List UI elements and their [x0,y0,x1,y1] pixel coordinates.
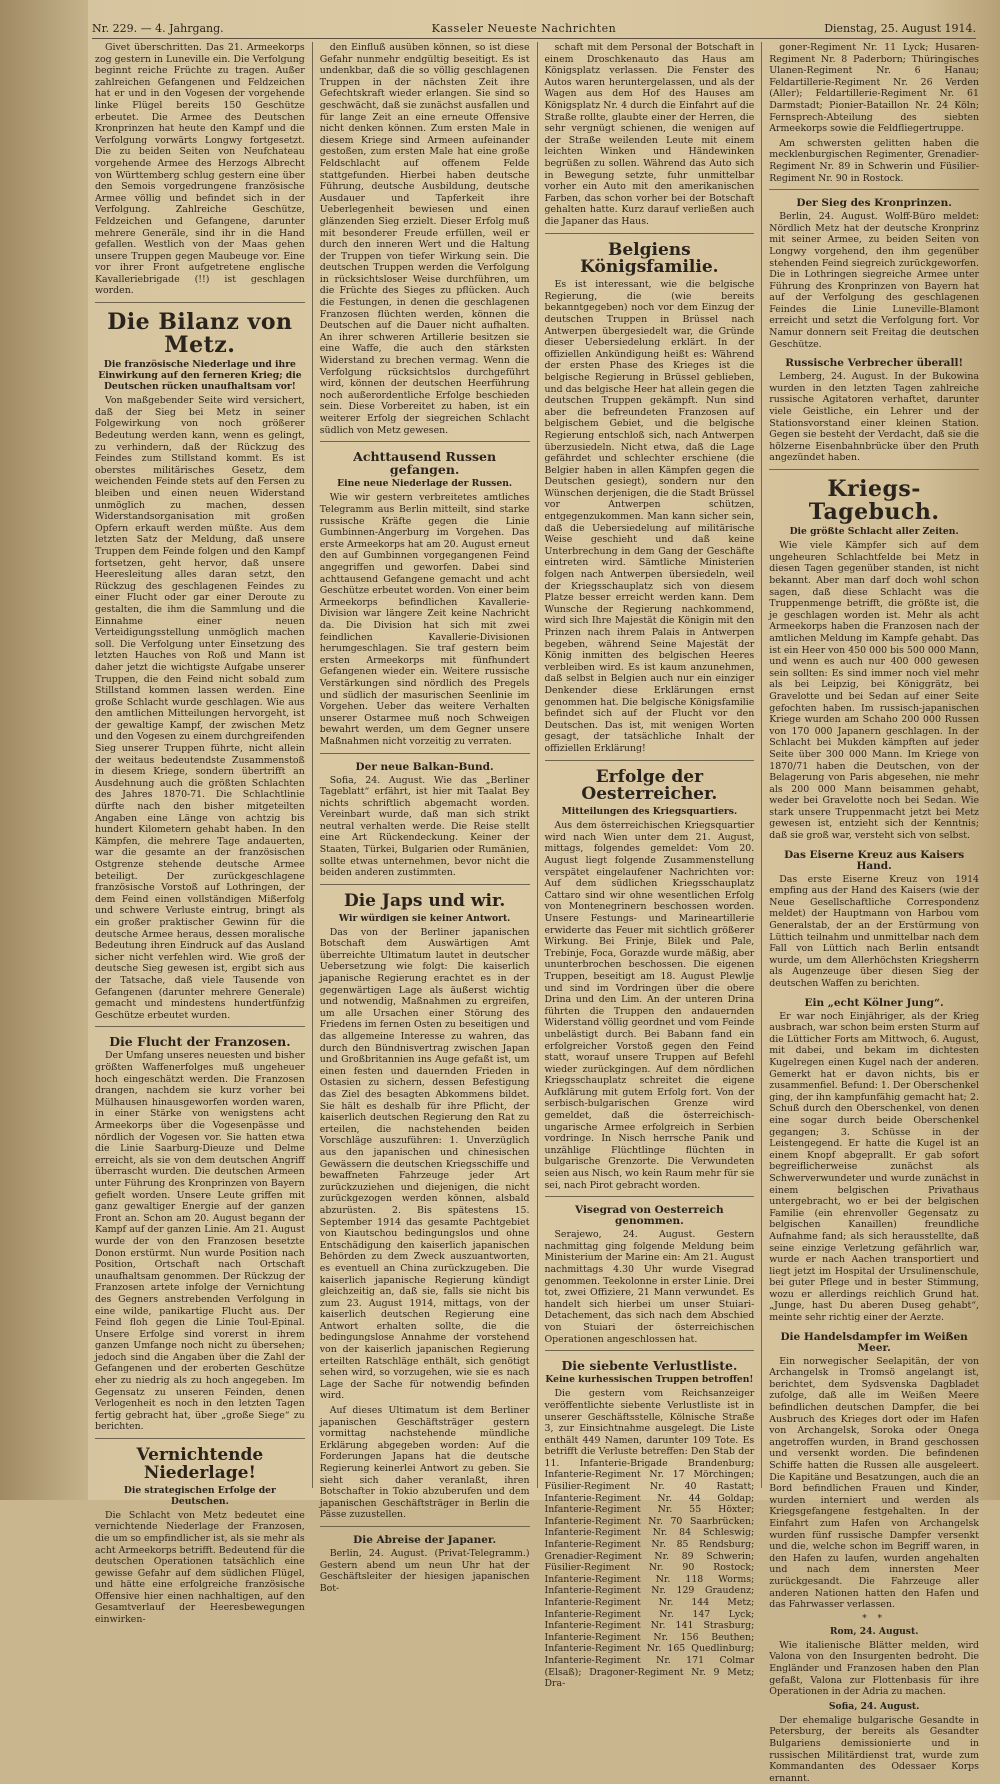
headline-visegrad: Visegrad von Oesterreich genommen. [575,1204,724,1228]
issue-date: Dienstag, 25. August 1914. [824,21,976,35]
headline-kriegs-tagebuch: Kriegs-Tagebuch. [808,476,940,526]
article-paragraph: Der ehemalige bulgarische Gesandte in Petersburg, der bereits als Gesandter Bulgariens demissionierte und in russischen Militärdienst trat, wurde zum Kommandanten des Odessaer Korps ernannt. [769,1714,979,1784]
subheadline: Mitteilungen des Kriegsquartiers. [561,806,738,818]
article-paragraph: Aus dem österreichischen Kriegsquartier wird nach Wien unter dem 21. August, mittags, folgendes gemeldet: Vom 20. August liegt folgende Zusammenstellung verspätet eingelaufener Nachrichten vor: Auf dem südlichen Kriegsschauplatz Cattaro sind wir ohne wesentlichen Erfolg von Montenegrinern beschossen worden. Unsere Festungs- und Marineartillerie erwiderte das Feuer mit sichtlich größerer Wirkung. Bei Frinje, Bilek und Pale, Trebinje, Foca, Gorazde wurde mäßig, aber ununterbrochen beschossen. Die eigenen Truppen, beseitigt am 18. August Plewlje und sind im Vordringen über die obere Drina und den Lim. An der unteren Drina führten die Truppen den andauernden Widerstand völlig geordnet und vom Feinde unbelästigt durch. Bei Babann fand ein erfolgreicher Vorstoß gegen den Feind statt, worauf unsere Truppen auf Befehl wieder zurückgingen. Auf dem nördlichen Kriegsschauplatz schreitet die eigene Aufklärung mit gutem Erfolg fort. Von der serbisch-bulgarischen Grenze wird gemeldet, daß die österreichisch-ungarische Armee erfolgreich in Serbien vordringe. In Nisch herrsche Panik und unzählige Flüchtlinge flüchten in bulgarische Grenzorte. Die Verwundeten seien aus Nisch, wo kein Raum mehr für sie sei, nach Pirot gebracht worden. [544,820,755,1191]
article-paragraph: Das erste Eiserne Kreuz von 1914 empfing aus der Hand des Kaisers (wie der Neue Gesellschaftliche Correspondenz meldet) der Hauptmann von Harbou vom Generalstab, der an der Erstürmung von Lüttich teilnahm und unmittelbar nach dem Fall von Lüttich nach Berlin entsandt wurde, um dem Allerhöchsten Kriegsherrn als Augenzeuge über diesen Sieg der deutschen Waffen zu berichten. [769,873,979,990]
headline-bilanz-von-metz: Die Bilanz von Metz. [107,309,293,359]
subheadline: Die strategischen Erfolge der Deutschen. [123,1484,276,1507]
divider [545,1196,755,1197]
divider [95,302,305,303]
headline-koelner-jung: Ein „echt Kölner Jung“. [804,996,944,1009]
subheadline: Keine kurhessischen Truppen betroffen! [545,1374,754,1386]
article-paragraph: Berlin, 24. August. (Privat-Telegramm.) Gestern abend um neun Uhr hat der Geschäftsleiter der hiesigen japanischen Bot- [319,1548,530,1594]
column-3 [538,42,763,1690]
article-paragraph: goner-Regiment Nr. 11 Lyck; Husaren-Regiment Nr. 8 Paderborn; Thüringisches Ulanen-Regiment Nr. 6 Hanau; Feldartillerie-Regiment Nr. 26 Verden (Aller); Feldartillerie-Regiment Nr. 61 Darmstadt; Pionier-Bataillon Nr. 24 Köln; Fernsprech-Abteilung des siebten Armeekorps sowie die Feldfliegertruppe. [769,42,979,135]
article-paragraph: Berlin, 24. August. Wolff-Büro meldet: Nördlich Metz hat der deutsche Kronprinz mit seiner Armee, zu beiden Seiten von Longwy vorgehend, den ihm gegenüber stehenden Feind siegreich zurückgeworfen. Die in Lothringen siegreiche Armee unter Führung des Kronprinzen von Bayern hat auf der Verfolgung des geschlagenen Feindes die Linie Luneville-Blamont erreicht und setzt die Verfolgung fort. Vor Namur donnern seit Freitag die deutschen Geschütze. [769,211,979,350]
headline-japs-und-wir: Die Japs und wir. [343,890,506,911]
headline-belgiens-koenigsfamilie: Belgiens Königsfamilie. [580,239,719,278]
article-paragraph: Von maßgebender Seite wird versichert, daß der Sieg bei Metz in seiner Folgewirkung von noch größerer Bedeutung werden kann, wenn es gelingt, zu verhindern, daß der Rückzug des Feindes zum Stillstand kommt. Es ist oberstes militärisches Gesetz, dem weichenden Feinde stets auf den Fersen zu bleiben und einen neuen Widerstand unmöglich zu machen, dessen Widerstandsorganisation mit großen Opfern erkauft werden müßte. Aus dem letzten Satz der Meldung, daß unsere Truppen dem Feinde folgen und den Kampf fortsetzen, geht hervor, daß unsere Heeresleitung alles daran setzt, den Rückzug des geschlagenen Feindes zu einer Flucht oder gar einer Deroute zu gestalten, die ihm die Sammlung und die Einnahme einer neuen Verteidigungsstellung unmöglich machen soll. Die Verfolgung unter Einsetzung des letzten Hauches von Roß und Mann ist daher jetzt die wichtigste Aufgabe unserer Truppen, die den Feind nicht sobald zum Stillstand kommen lassen werden. Eine große Schlacht wurde geschlagen. Wie aus den amtlichen Mitteilungen hervorgeht, ist der gewaltige Kampf, der zwischen Metz und den Vogesen zu einem durchgreifenden Sieg unserer Truppen führte, nicht allein der weitaus bedeutendste Zusammenstoß in diesem Kriege, sondern übertrifft an Ausdehnung auch die größten Schlachten des Jahres 1870-71. Die Schlachtlinie dürfte nach den bisher mitgeteilten Angaben eine Länge von achtzig bis hundert Kilometern gehabt haben. In den Kämpfen, die mehrere Tage andauerten, war die gesamte an der französischen Ostgrenze stehende deutsche Armee beteiligt. Der zurückgeschlagene französische Vorstoß auf Lothringen, der dem Feind einen vollständigen Mißerfolg und schwere Verluste eintrug, bringt als ein großer praktischer Gewinn für die deutsche Armee heraus, dessen moralische Bedeutung ihren Eindruck auf das Ausland sicher nicht verfehlen wird. Wie groß der deutsche Sieg gewesen ist, ergibt sich aus der Tatsache, daß viele Tausende von Gefangenen (darunter mehrere Generale) gemacht und mindestens hundertfünfzig Geschütze erbeutet wurden. [95,395,305,1021]
article-paragraph: Die gestern vom Reichsanzeiger veröffentlichte siebente Verlustliste ist in unserer Geschäftsstelle, Kölnische Straße 3, zur Einsichtnahme ausgelegt. Die Liste enthält 449 Namen, darunter 109 Tote. Es betrifft die Verluste betreffen: Den Stab der 11. Infanterie-Brigade Brandenburg; Infanterie-Regiment Nr. 17 Mörchingen; Füsilier-Regiment Nr. 40 Rastatt; Infanterie-Regiment Nr. 44 Goldap; Infanterie-Regiment Nr. 55 Höxter; Infanterie-Regiment Nr. 70 Saarbrücken; Infanterie-Regiment Nr. 84 Schleswig; Infanterie-Regiment Nr. 85 Rendsburg; Grenadier-Regiment Nr. 89 Schwerin; Füsilier-Regiment Nr. 90 Rostock; Infanterie-Regiment Nr. 118 Worms; Infanterie-Regiment Nr. 129 Graudenz; Infanterie-Regiment Nr. 144 Metz; Infanterie-Regiment Nr. 147 Lyck; Infanterie-Regiment Nr. 141 Strasburg; Infanterie-Regiment Nr. 156 Beuthen; Infanterie-Regiment Nr. 165 Quedlinburg; Infanterie-Regiment Nr. 171 Colmar (Elsaß); Dragoner-Regiment Nr. 9 Metz; Dra- [544,1388,755,1690]
article-paragraph: Wie viele Kämpfer sich auf dem ungeheuren Schlachtfelde bei Metz in diesen Tagen gegenüber standen, ist nicht bekannt. Aber man darf doch wohl schon sagen, daß diese Schlacht was die Truppenmenge betrifft, die größte ist, die je geschlagen worden ist. Mehr als acht Armeekorps haben die Franzosen nach der amtlichen Meldung im Kampfe gehabt. Das ist ein Heer von 450 000 bis 500 000 Mann, und wenn es auch nur 400 000 gewesen sein sollten: Es sind immer noch viel mehr als bei Leipzig, bei Königgrätz, bei Gravelotte und bei Sedan auf einer Seite gefochten haben. Im russisch-japanischen Kriege wurden am Schaho 200 000 Russen von 170 000 Japanern geschlagen. In der Schlacht bei Mukden kämpften auf jeder Seite über 300 000 Mann. Im Kriege von 1870/71 haben die Deutschen, von der Belagerung von Paris abgesehen, nie mehr als 200 000 Mann beisammen gehabt, weder bei Gravelotte noch bei Sedan. Wie stark unsere Truppenmacht jetzt bei Metz gewesen ist, entzieht sich der Kenntnis; daß sie groß war, versteht sich von selbst. [769,540,979,842]
article-paragraph: Das von der Berliner japanischen Botschaft dem Auswärtigen Amt überreichte Ultimatum lautet in deutscher Uebersetzung wie folgt: Die kaiserlich japanische Regierung erachtet es in der gegenwärtigen Lage als äußerst wichtig und notwendig, Maßnahmen zu ergreifen, um alle Ursachen einer Störung des Friedens im fernen Osten zu beseitigen und das allgemeine Interesse zu wahren, das durch den Bündnisvertrag zwischen Japan und Großbritannien ins Auge gefaßt ist, um einen festen und dauernden Frieden in Ostasien zu sichern, dessen Befestigung das Ziel des besagten Abkommens bildet. Sie hält es deshalb für ihre Pflicht, der kaiserlich deutschen Regierung den Rat zu erteilen, die nachstehenden beiden Vorschläge auszuführen: 1. Unverzüglich aus den japanischen und chinesischen Gewässern die deutschen Kriegsschiffe und bewaffneten Fahrzeuge jeder Art zurückzuziehen und diejenigen, die nicht zurückgezogen werden können, alsbald abzurüsten. 2. Bis spätestens 15. September 1914 das gesamte Pachtgebiet von Kiautschou bedingungslos und ohne Entschädigung den kaiserlich japanischen Behörden zu dem Zweck auszuantworten, es eventuell an China zurückzugeben. Die kaiserlich japanische Regierung kündigt gleichzeitig an, daß sie, falls sie nicht bis zum 23. August 1914, mittags, von der kaiserlich deutschen Regierung eine Antwort erhalten sollte, die die bedingungslose Annahme der vorstehend von der kaiserlich japanischen Regierung erteilten Ratschläge enthält, sich genötigt sehen wird, so vorzugehen, wie sie es nach Lage der Sache für notwendig befinden wird. [319,926,530,1402]
headline-achttausend-russen: Achttausend Russen gefangen. [353,449,497,478]
divider [95,1026,305,1027]
masthead [92,18,976,39]
divider [545,1350,755,1351]
article-paragraph: schaft mit dem Personal der Botschaft in einem Droschkenauto das Haus am Königsplatz verlassen. Die Fenster des Autos waren heruntergelassen, und als der Wagen aus dem Hof des Hauses am Königsplatz Nr. 4 durch die Einfahrt auf die Straße rollte, glaubte einer der Herren, die sehr vergnügt schienen, die wenigen auf der Straße weilenden Leute mit einem leichten Winken und Händewinken begrüßen zu sollen. Während das Auto sich in Bewegung setzte, fuhr unmittelbar vorher ein Auto mit den amerikanischen Farben, das schon vorher bei der Botschaft gehalten hatte. Kurz darauf verließen auch die Japaner das Haus. [544,42,755,227]
divider [320,753,530,754]
article-paragraph: Es ist interessant, wie die belgische Regierung, die (wie bereits bekanntgegeben) noch vor dem Einzug der deutschen Truppen in Brüssel nach Antwerpen übergesiedelt war, die Gründe dieser Uebersiedelung erklärt. In der offiziellen Ankündigung heißt es: Während der ersten Phase des Krieges ist die belgische Regierung in Brüssel geblieben, und das belgische Heer hat allein gegen die deutschen Truppen gekämpft. Nun sind aber die befreundeten Franzosen auf belgischem Gebiet, und die belgische Regierung entschloß sich, nach Antwerpen überzusiedeln. Nicht etwa, daß die Lage gefährdet und schlechter erschiene (die Belgier haben in allen Kämpfen gegen die Deutschen gesiegt), sondern nur den Wünschen derjenigen, die die Stadt Brüssel vor Antwerpen schützen, entgegenzukommen. Man kann sicher sein, daß die Uebersiedelung auf militärische Weise geschieht und daß keine Unterbrechung in dem Gang der Geschäfte eintreten wird. Sämtliche Ministerien folgen nach Antwerpen übersiedeln, weil der Kriegsschauplatz sich von diesem Platze besser erreicht werden kann. Dem Wunsche der Regierung nachkommend, wird sich Ihre Majestät die Königin mit den Prinzen nach ihrem Palais in Antwerpen begeben, während Seine Majestät der König inmitten des belgischen Heeres verbleiben wird. Es ist kaum anzunehmen, daß selbst in Belgien auch nur ein einziger Denkender diese Erklärungen ernst genommen hat. Die belgische Königsfamilie befindet sich auf der Flucht vor den Deutschen. Das ist, mit wenigen Worten gesagt, der tatsächliche Inhalt der offiziellen Erklärung! [544,279,755,754]
article-paragraph: Lemberg, 24. August. In der Bukowina wurden in den letzten Tagen zahlreiche russische Agitatoren verhaftet, darunter viele Geistliche, ein Lehrer und der Stationsvorstand einer kleinen Station. Gegen sie besteht der Verdacht, daß sie die hölzerne Eisenbahnbrücke über den Pruth angezündet haben. [769,371,979,464]
article-paragraph: Er war noch Einjähriger, als der Krieg ausbrach, war schon beim ersten Sturm auf die Lütticher Forts am Mittwoch, 6. August, mit dabei, und bekam im dichtesten Kugelregen einen Kugel nach der anderen. Gemerkt hat er davon nichts, bis er zusammenfiel. Befund: 1. Der Oberschenkel ging, der ihn kampfunfähig gemacht hat; 2. Schuß durch den Oberschenkel, von denen eine sogar durch beide Oberschenkel gegangen; 3. Schüsse in der Leistengegend. Er hatte die Kugel ist an einem Knopf abgeprallt. Er gab sofort begreiflicherweise zunächst als Schwerverwundeter und wurde zunächst in einem belgischen Privathaus untergebracht, wo er bei der belgischen Familie (ein ehrenvoller Gegensatz zu belgischen Kanaillen) freundliche Aufnahme fand; als sich herausstellte, daß seine einzige Verletzung gefährlich war, wurde er nach Aachen transportiert und liegt jetzt im Hospital der Ursulinenschule, bei guter Pflege und in bester Stimmung, wozu er allerdings reichlich Grund hat. „Junge, hast Du aberen Duseg gehabt“, meinte sehr richtig einer der Aerzte. [769,1010,979,1324]
headline-eiserne-kreuz: Das Eiserne Kreuz aus Kaisers Hand. [784,848,965,872]
newspaper-title: Kasseler Neueste Nachrichten [431,21,617,35]
subheadline: Die größte Schlacht aller Zeiten. [789,526,959,538]
headline-balkan-bund: Der neue Balkan-Bund. [355,760,494,773]
columns [88,42,986,1784]
article-paragraph: den Einfluß ausüben können, so ist diese Gefahr nunmehr endgültig beseitigt. Es ist undenkbar, daß die so völlig geschlagenen Truppen in der nächsten Zeit ihre Gefechtskraft wieder erlangen. Sie sind so geschwächt, daß sie zunächst ausfallen und für lange Zeit an eine erneute Offensive nicht denken können. Zum ersten Male in diesem Kriege sind Armeen aufeinander gestoßen, zum ersten Male hat eine große Feldschlacht auf offenem Felde stattgefunden. Hierbei haben deutsche Führung, deutsche Ausbildung, deutsche Ausdauer und Tapferkeit ihre Ueberlegenheit bewiesen und einen glänzenden Sieg erzielt. Dieser Erfolg muß mit besonderer Freude erfüllen, weil er durch den inneren Wert und die Haltung der Truppen von tiefer Wirkung sein. Die deutschen Truppen werden die Verfolgung in rücksichtsloser Weise durchführen, um die Früchte des Sieges zu pflücken. Auch die Festungen, in denen die geschlagenen Franzosen flüchten werden, können die Deutschen auf die Dauer nicht aufhalten. An ihrer schweren Artillerie besitzen sie eine Waffe, die auch den stärksten Widerstand zu brechen vermag. Wenn die Verfolgung rücksichtslos durchgeführt wird, können der deutschen Heerführung noch außerordentliche Erfolge beschieden sein. Diese Vorbereitet zu haben, ist ein weiterer Erfolg der siegreichen Schlacht südlich von Metz gewesen. [319,42,530,436]
divider [320,441,530,442]
article-paragraph: Die Schlacht von Metz bedeutet eine vernichtende Niederlage der Franzosen, die um so empfindlicher ist, als sie mehr als acht Armeekorps betrifft. Bedeutend für die deutschen Operationen tatsächlich eine gewisse Gefahr auf dem südlichen Flügel, und hätte eine erfolgreiche französische Offensive hier einen nachhaltigen, auf den Gesamtverlauf der Heeresbewegungen einwirken- [95,1509,305,1626]
article-paragraph: Wie italienische Blätter melden, wird Valona von den Insurgenten bedroht. Die Engländer und Franzosen haben den Plan gefaßt, Valona zur Flottenbasis für ihre Operationen in der Adria zu machen. [769,1639,979,1698]
article-paragraph: Der Umfang unseres neuesten und bisher größten Waffenerfolges muß ungeheuer hoch eingeschätzt werden. Die Franzosen drangen, nachdem sie kurz vorher bei Mülhausen hinausgeworfen worden waren, in einer Stärke von wenigstens acht Armeekorps über die Vogesenpässe und nördlich der Vogesen vor. Sie hatten etwa die Linie Saarburg-Dieuze und Delme erreicht, als sie von dem deutschen Angriff überrascht wurden. Die deutschen Armeen unter Führung des Kronprinzen von Bayern gefielt worden. Unsere Leute griffen mit ganz gewaltiger Energie auf der ganzen Front an. Schon am 20. August begann der Kampf auf der ganzen Linie. Am 21. August wurde der von den Franzosen besetzte Donon erstürmt. Nun wurde Position nach Position, Ortschaft nach Ortschaft unaufhaltsam genommen. Der Rückzug der Franzosen artete infolge der Vernichtung des Gegners anstrebenden Verfolgung in eine wilde, panikartige Flucht aus. Der Feind floh gegen die Linie Toul-Epinal. Unsere Erfolge sind vorerst in ihrem ganzen Umfange noch nicht zu übersehen; jedoch sind die Angaben über die Zahl der Gefangenen und der eroberten Geschütze eher zu niedrig als zu hoch angegeben. Im Gegensatz zu unseren Feinden, denen Verlogenheit es noch in den letzten Tagen fertig gebracht hat, über „große Siege“ zu berichten. [95,1050,305,1433]
column-1 [88,42,313,1626]
subheadline: Die französische Niederlage und ihre Einwirkung auf den ferneren Krieg; die Deutschen rücken unaufhaltsam vor! [98,359,302,393]
issue-number: Nr. 229. — 4. Jahrgang. [92,21,224,35]
dateline-rom: Rom, 24. August. [829,1625,919,1637]
divider [769,469,979,470]
column-4 [762,42,986,1784]
headline-russische-verbrecher: Russische Verbrecher überall! [785,357,964,370]
page-binding-edge [0,0,88,1500]
divider [320,884,530,885]
subheadline: Wir würdigen sie keiner Antwort. [338,912,511,924]
article-paragraph: Givet überschritten. Das 21. Armeekorps zog gestern in Luneville ein. Die Verfolgung beginnt reiche Früchte zu tragen. Außer zahlreichen Gefangenen und Feldzeichen hat er und in den Vogesen der vorgehende linke Flügel bereits 150 Geschütze erbeutet. Die Armee des Deutschen Kronprinzen hat heute den Kampf und die Verfolgung vorwärts Longwy fortgesetzt. Die zu beiden Seiten von Neufchateau vorgehende Armee des Herzogs Albrecht von Württemberg schlug gestern eine über den Semois vorgedrungene französische Armee völlig und befindet sich in der Verfolgung. Zahlreiche Geschütze, Feldzeichen und Gefangene, darunter mehrere Generäle, sind ihr in die Hand gefallen. Westlich von der Maas gehen unsere Truppen gegen Maubeuge vor. Eine vor ihrer Front aufgetretene englische Kavalleriebrigade (!!) ist geschlagen worden. [95,42,305,297]
headline-flucht-der-franzosen: Die Flucht der Franzosen. [109,1034,291,1050]
headline-erfolge-der-oesterreicher: Erfolge der Oesterreicher. [581,766,718,805]
article-paragraph: Auf dieses Ultimatum ist dem Berliner japanischen Geschäftsträger gestern vormittag nachstehende mündliche Erklärung abgegeben worden: Auf die Forderungen Japans hat die deutsche Regierung keinerlei Antwort zu geben. Sie sieht sich daher veranlaßt, ihren Botschafter in Tokio abzuberufen und dem japanischen Geschäftsträger in Berlin die Pässe zuzustellen. [319,1405,530,1521]
headline-sieg-des-kronprinzen: Der Sieg des Kronprinzen. [796,197,952,210]
divider [769,189,979,190]
article-paragraph: Ein norwegischer Seelapitän, der von Archangelsk in Tromsö angelangt ist, berichtet, dem Sydsvenska Dagbladet zufolge, daß alle im Weißen Meere befindlichen deutschen Dampfer, die bei Ausbruch des Krieges dort oder im Hafen von Archangelsk, Soroka oder Onega angetroffen wurden, in Brand geschossen und versenkt worden. Die befindenen Schiffe hatten die Russen alle ausgeleert. Die Kapitäne und Besatzungen, auch die an Bord befindlichen Frauen und Kinder, wurden interniert und werden als Kriegsgefangene festgehalten. In der Einfahrt zum Hafen von Archangelsk wurden fünf russische Dampfer versenkt und die, welche schon im Begriff waren, in den Hafen zu laufen, wurden angehalten und nach dem innersten Meer zurückgesandt. Die Fahrzeuge aller anderen Nationen hatten den Hafen und das Fahrwasser verlassen. [769,1355,979,1611]
divider [545,233,755,234]
article-paragraph: Am schwersten gelitten haben die mecklenburgischen Regimenter, Grenadier-Regiment Nr. 89 in Schwerin und Füsilier-Regiment Nr. 90 in Rostock. [769,137,979,184]
headline-abreise-der-japaner: Die Abreise der Japaner. [353,1533,497,1546]
headline-vernichtende-niederlage: Vernichtende Niederlage! [136,1445,264,1483]
article-paragraph: Wie wir gestern verbreitetes amtliches Telegramm aus Berlin mitteilt, sind starke russische Kräfte gegen die Linie Gumbinnen-Angerburg im Vorgehen. Das erste Armeekorps hat am 20. August erneut den auf Gumbinnen vorgegangenen Feind angegriffen und geworfen. Dabei sind achttausend Gefangene gemacht und acht Geschütze erbeutet worden. Von einer beim Armeekorps befindlichen Kavallerie-Division war längere Zeit keine Nachricht da. Die Division hat sich mit zwei feindlichen Kavallerie-Divisionen herumgeschlagen. Sie traf gestern beim ersten Armeekorps mit fünfhundert Gefangenen wieder ein. Weitere russische Verstärkungen sind nördlich des Pregels und südlich der masurischen Seenlinie im Vorgehen. Ueber das weitere Verhalten unserer Ostarmee muß noch Schweigen bewahrt werden, um dem Gegner unsere Maßnahmen nicht vorzeitig zu verraten. [319,492,530,747]
headline-siebente-verlustliste: Die siebente Verlustliste. [561,1358,738,1374]
dateline-sofia: Sofia, 24. August. [828,1700,920,1712]
article-paragraph: Sofia, 24. August. Wie das „Berliner Tageblatt“ erfährt, ist hier mit Taalat Bey nichts schriftlich abgemacht worden. Vereinbart wurde, daß man sich strikt neutral verhalten werde. Die Reise stellt eine Art Rückendeckung. Keiner der Staaten, Türkei, Bulgarien oder Rumänien, sollte etwas unternehmen, bevor nicht die beiden anderen zustimmten. [319,774,530,879]
headline-handelsdampfer: Die Handelsdampfer im Weißen Meer. [780,1330,968,1354]
article-paragraph: Serajewo, 24. August. Gestern nachmittag ging folgende Meldung beim Ministerium der Marine ein: Am 21. August nachmittags 4.30 Uhr wurde Visegrad genommen. Teekolonne in erster Linie. Drei tot, zwei Offiziere, 21 Mann verwundet. Es handelt sich hierbei um unser Stuiari-Detachement, das sich nach dem Abschied von Stuiari der österreichischen Operationen angeschlossen hat. [544,1229,755,1345]
dateline-separator: * * [862,1613,887,1624]
divider [545,760,755,761]
subheadline: Eine neue Niederlage der Russen. [337,478,513,490]
column-2 [313,42,538,1594]
divider [320,1526,530,1527]
divider [95,1438,305,1439]
